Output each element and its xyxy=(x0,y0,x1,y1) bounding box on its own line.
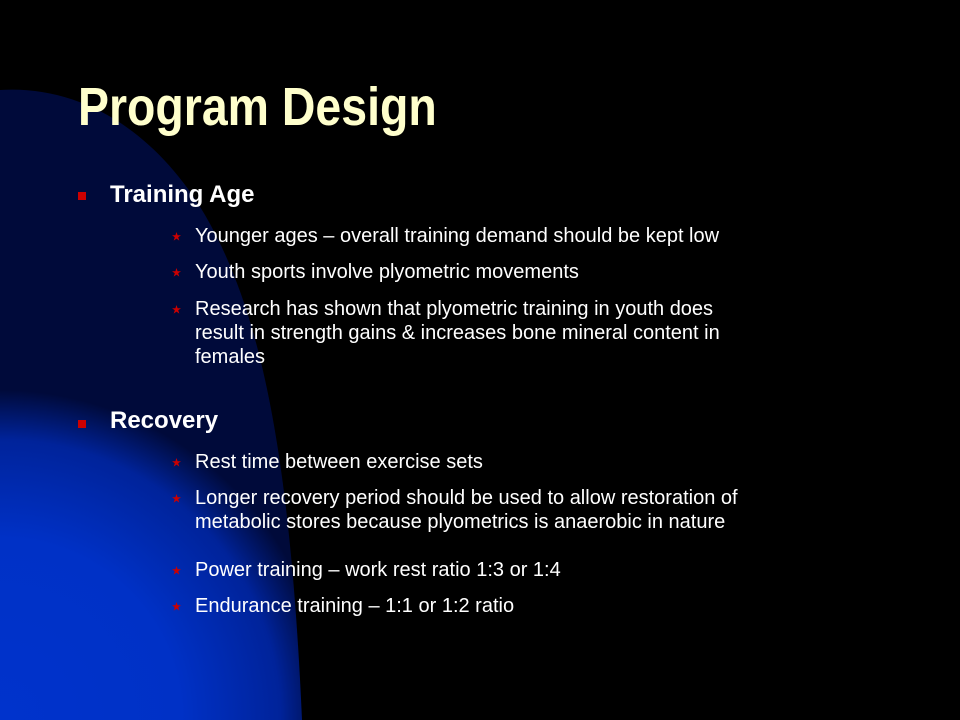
list-item-line: result in strength gains & increases bone mineral content in xyxy=(195,322,720,344)
square-bullet-icon xyxy=(78,192,86,200)
list-item-longer-recovery xyxy=(195,486,935,534)
star-bullet-icon xyxy=(172,268,181,277)
star-bullet-icon xyxy=(172,494,181,503)
list-item-line: Youth sports involve plyometric movements xyxy=(195,261,579,283)
list-item-younger-ages xyxy=(195,224,935,248)
list-item-line: Research has shown that plyometric training in youth does xyxy=(195,298,714,320)
list-item-line: Longer recovery period should be used to allow restoration of xyxy=(195,487,738,509)
star-bullet-icon xyxy=(172,232,181,241)
star-bullet-icon xyxy=(172,458,181,467)
slide-title: Program Design xyxy=(78,77,437,137)
list-item-line: Endurance training – 1:1 or 1:2 ratio xyxy=(195,595,515,617)
star-bullet-icon xyxy=(172,602,181,611)
list-item-youth-sports xyxy=(195,260,935,284)
list-item-power-training xyxy=(195,558,935,582)
list-item-rest-time xyxy=(195,450,935,474)
section-heading-training-age: Training Age xyxy=(110,181,255,208)
list-item-endurance-training xyxy=(195,594,935,618)
list-item-line: Rest time between exercise sets xyxy=(195,451,483,473)
list-item-line: metabolic stores because plyometrics is anaerobic in nature xyxy=(195,511,726,533)
list-item-research xyxy=(195,297,935,369)
star-bullet-icon xyxy=(172,566,181,575)
section-heading-recovery: Recovery xyxy=(110,407,219,434)
star-bullet-icon xyxy=(172,305,181,314)
square-bullet-icon xyxy=(78,420,86,428)
list-item-line: Power training – work rest ratio 1:3 or 1:4 xyxy=(195,559,561,581)
list-item-line: Younger ages – overall training demand should be kept low xyxy=(195,225,720,247)
list-item-line: females xyxy=(195,346,266,368)
